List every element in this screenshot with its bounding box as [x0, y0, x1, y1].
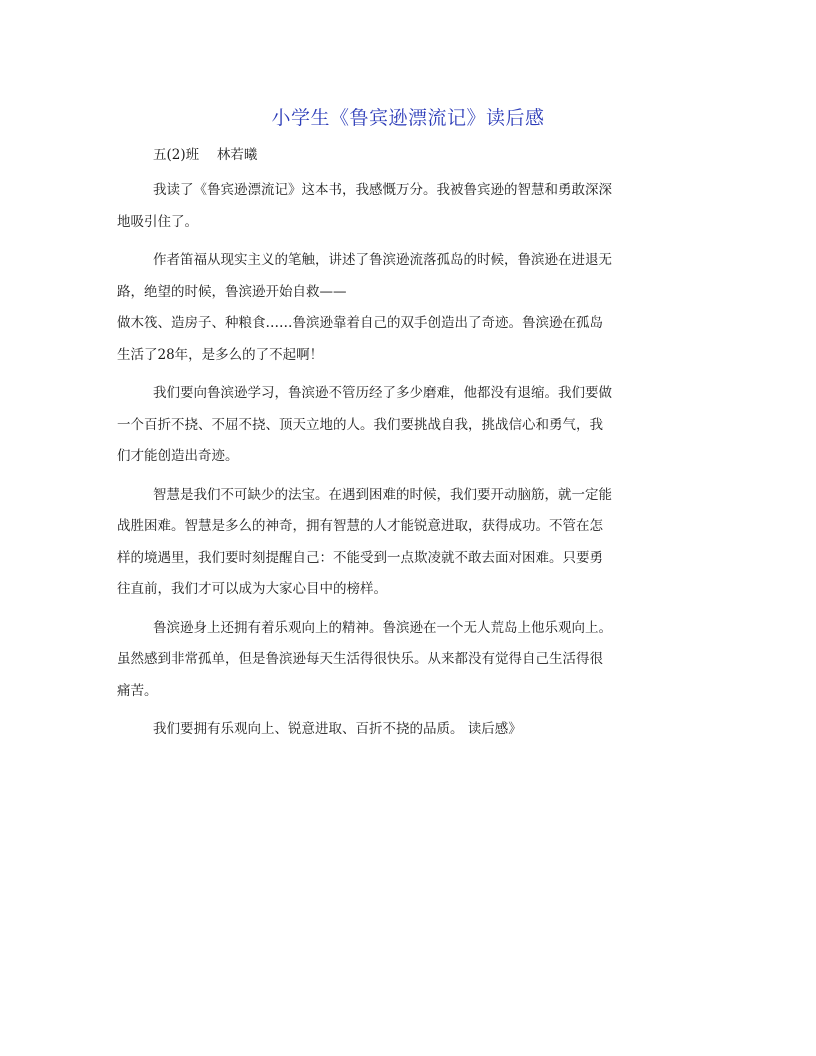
paragraph [117, 175, 697, 238]
text-line: 做木筏、造房子、种粮食……鲁滨逊靠着自己的双手创造出了奇迹。鲁滨逊在孤岛 [117, 315, 603, 331]
text-line: 智慧是我们不可缺少的法宝。在遇到困难的时候，我们要开动脑筋，就一定能 [153, 486, 612, 503]
paragraph [117, 378, 697, 473]
paragraph [117, 245, 697, 371]
text-line: 虽然感到非常孤单，但是鲁滨逊每天生活得很快乐。从来都没有觉得自己生活得很 [117, 651, 603, 667]
author-byline: 五(2)班 林若曦 [153, 147, 258, 163]
text-line: 我读了《鲁宾逊漂流记》这本书，我感慨万分。我被鲁宾逊的智慧和勇敢深深 [153, 182, 612, 198]
text-line: 路，绝望的时候，鲁滨逊开始自救—— [117, 283, 347, 300]
text-line: 生活了28年，是多么的了不起啊！ [117, 346, 324, 363]
paragraph [117, 714, 697, 746]
text-line: 鲁滨逊身上还拥有着乐观向上的精神。鲁滨逊在一个无人荒岛上他乐观向上。 [153, 619, 612, 636]
text-line: 作者笛福从现实主义的笔触，讲述了鲁滨逊流落孤岛的时候，鲁滨逊在进退无 [153, 252, 612, 268]
text-line: 往直前，我们才可以成为大家心目中的榜样。 [117, 581, 387, 597]
text-line: 我们要拥有乐观向上、锐意进取、百折不挠的品质。 读后感》 [153, 721, 522, 737]
text-line: 一个百折不挠、不屈不挠、顶天立地的人。我们要挑战自我，挑战信心和勇气，我 [117, 416, 603, 433]
text-line: 我们要向鲁滨逊学习，鲁滨逊不管历经了多少磨难，他都没有退缩。我们要做 [153, 385, 612, 401]
text-line: 战胜困难。智慧是多么的神奇，拥有智慧的人才能锐意进取，获得成功。不管在怎 [117, 518, 603, 534]
text-line: 地吸引住了。 [117, 213, 198, 230]
document-body [117, 175, 697, 753]
document-title: 小学生《鲁宾逊漂流记》读后感 [271, 107, 545, 129]
text-line: 们才能创造出奇迹。 [117, 448, 239, 464]
paragraph [117, 613, 697, 708]
paragraph [117, 480, 697, 606]
text-line: 样的境遇里，我们要时刻提醒自己：不能受到一点欺凌就不敢去面对困难。只要勇 [117, 549, 603, 566]
text-line: 痛苦。 [117, 682, 158, 699]
